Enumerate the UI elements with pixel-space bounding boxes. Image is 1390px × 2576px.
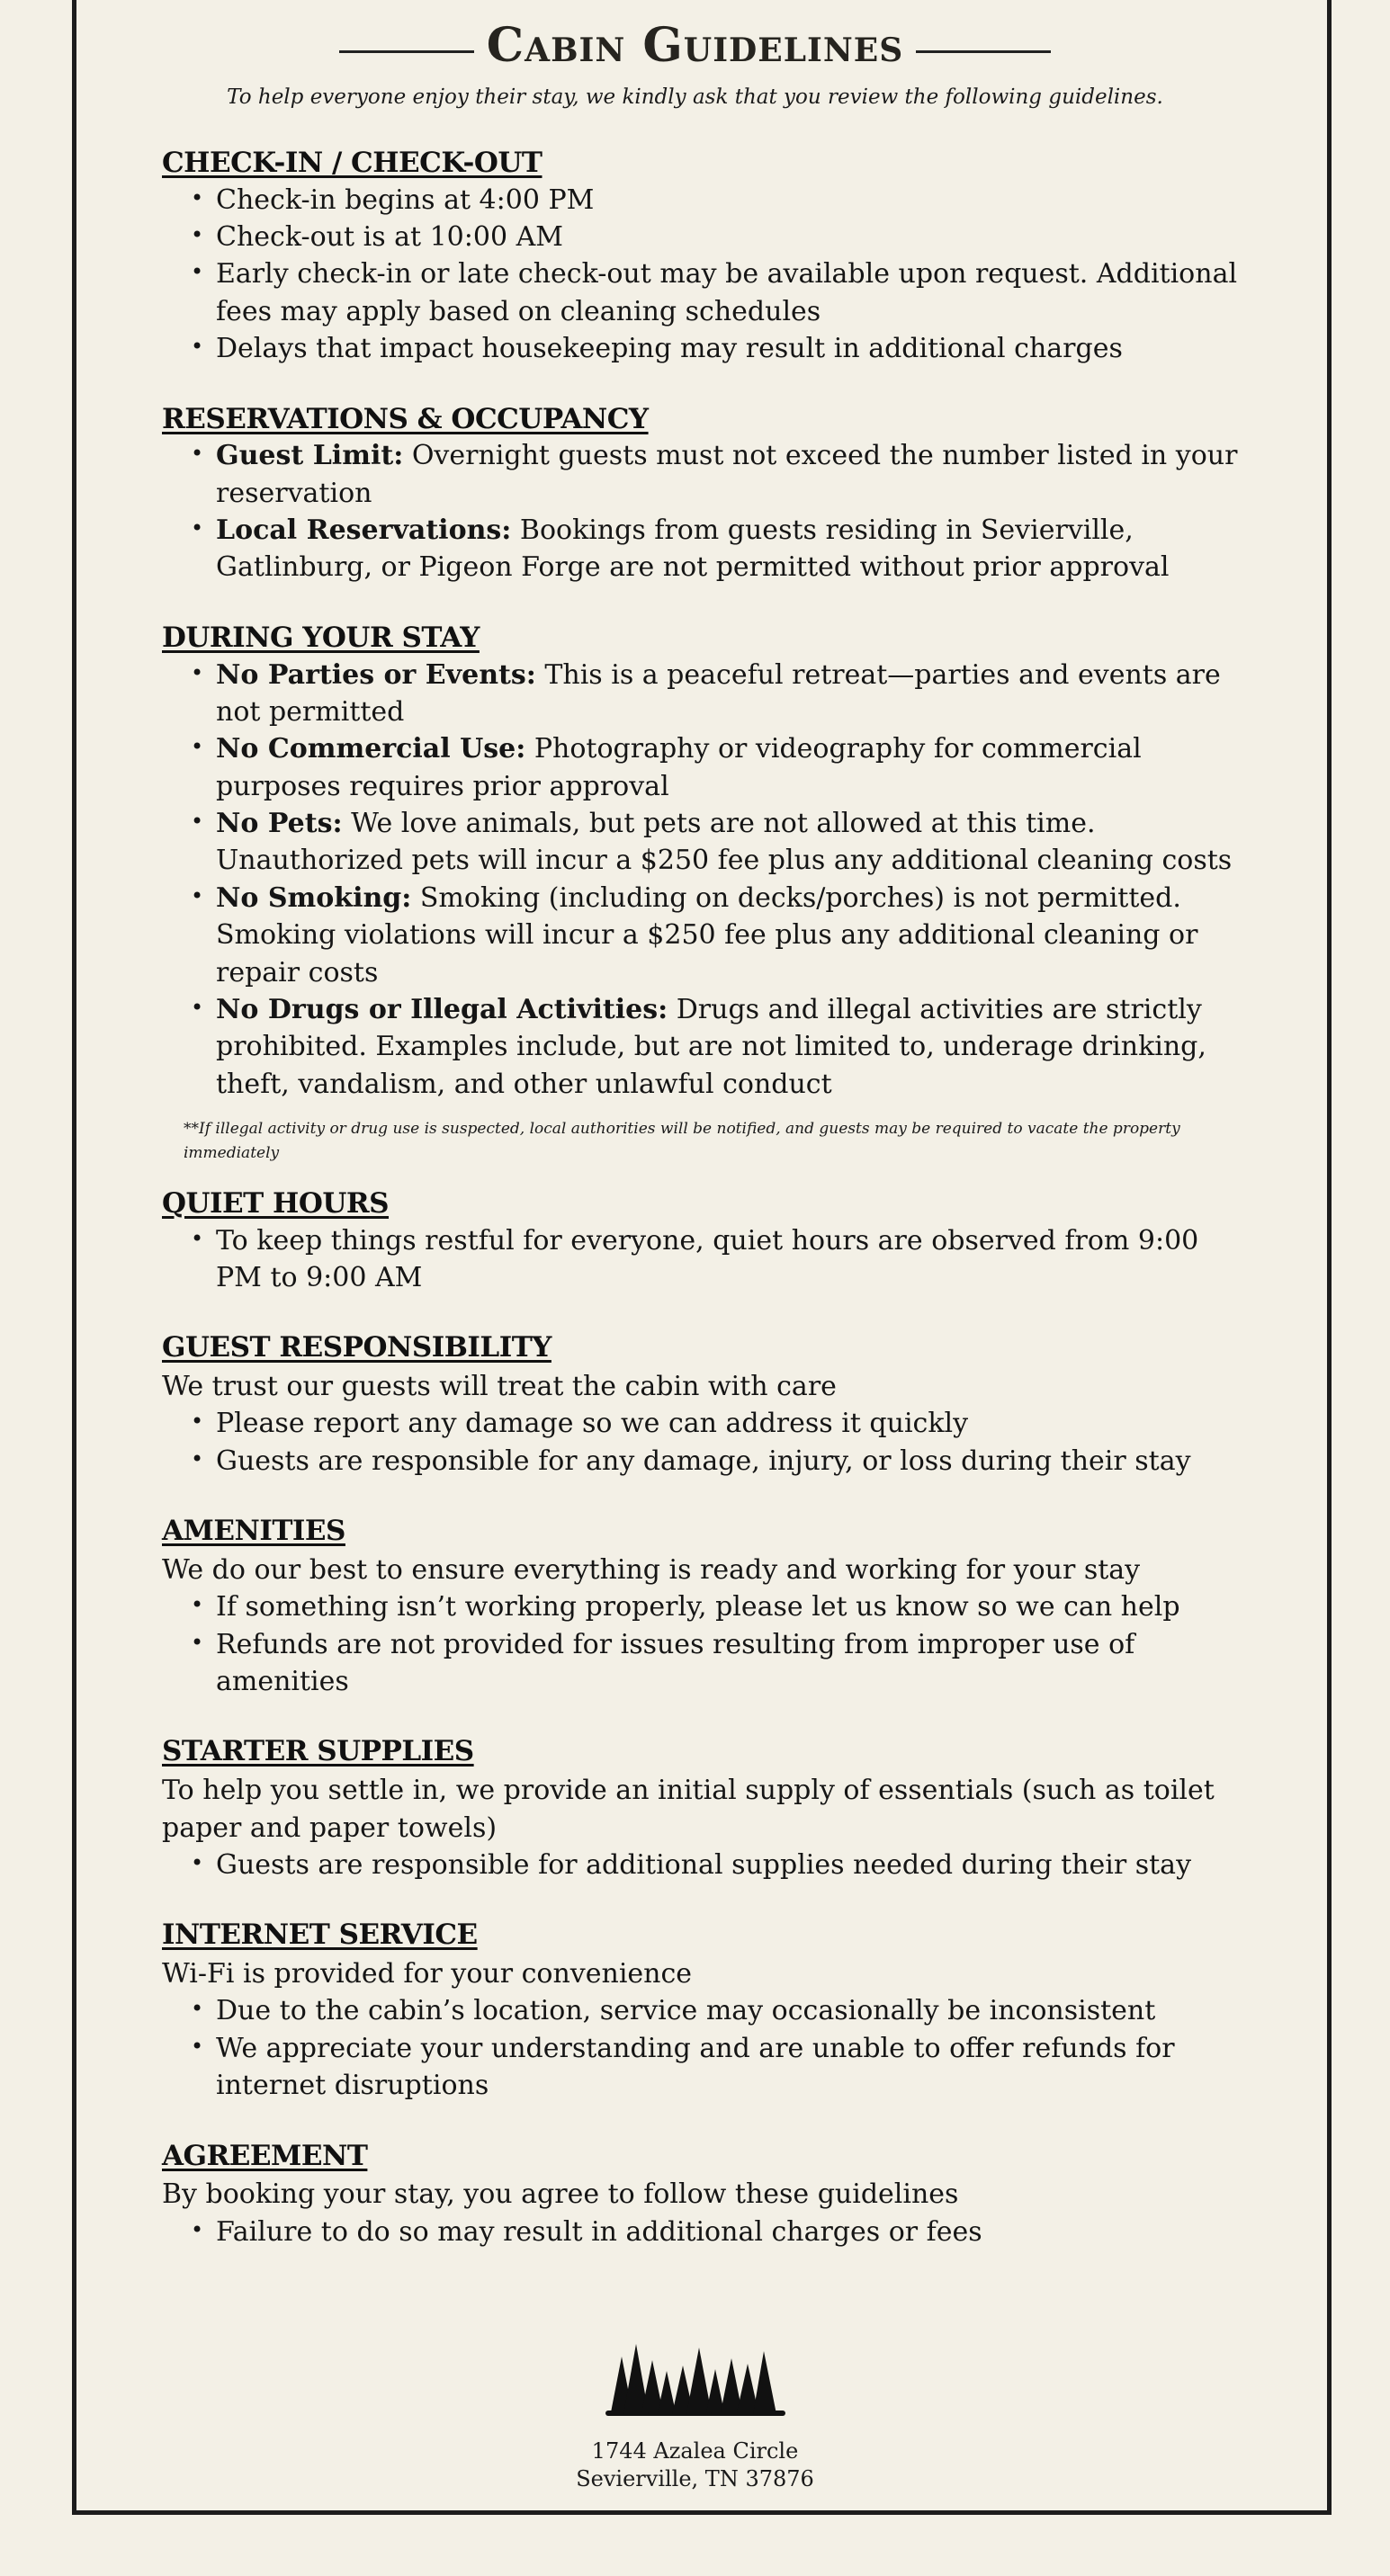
rule-label: No Drugs or Illegal Activities: bbox=[216, 994, 668, 1026]
bullet-list bbox=[162, 1588, 1242, 1700]
section-reservations bbox=[162, 402, 1242, 586]
rule-text: Smoking (including on decks/porches) is not permitted. Smoking violations will incur a $250 fee plus any additional cleaning or repair costs bbox=[216, 881, 1198, 988]
section-intro: We trust our guests will treat the cabin with care bbox=[162, 1371, 837, 1403]
list-item bbox=[216, 437, 1242, 512]
section-title: AMENITIES bbox=[162, 1515, 345, 1548]
rule-text: Drugs and illegal activities are strictly prohibited. Examples include, but are not limited to, underage drinking, theft, vandalism, and other unlawful conduct bbox=[216, 994, 1206, 1100]
bullet-list bbox=[162, 182, 1242, 368]
list-item: • Guests are responsible for additional supplies needed during their stay bbox=[216, 1847, 1242, 1883]
list-item: • Failure to do so may result in additional charges or fees bbox=[216, 2214, 1242, 2250]
list-item bbox=[216, 991, 1242, 1103]
guidelines-content bbox=[162, 146, 1242, 2285]
rule-label: No Smoking: bbox=[216, 881, 412, 914]
list-item bbox=[216, 730, 1242, 805]
section-amenities bbox=[162, 1514, 1242, 1700]
header bbox=[0, 20, 1390, 109]
section-title: QUIET HOURS bbox=[162, 1186, 390, 1220]
list-item bbox=[216, 512, 1242, 586]
rule-text: Bookings from guests residing in Sevierville, Gatlinburg, or Pigeon Forge are not permitted without prior approval bbox=[216, 514, 1170, 584]
rule-text: This is a peaceful retreat—parties and events are not permitted bbox=[216, 658, 1221, 728]
page-title: Cabin Guidelines bbox=[486, 18, 904, 73]
section-intro: We do our best to ensure everything is ready and working for your stay bbox=[162, 1553, 1141, 1586]
list-item: • Please report any damage so we can address it quickly bbox=[216, 1405, 1242, 1442]
bullet-list bbox=[162, 1847, 1242, 1883]
section-title: RESERVATIONS & OCCUPANCY bbox=[162, 402, 649, 435]
list-item: • Delays that impact housekeeping may result in additional charges bbox=[216, 330, 1242, 367]
list-item: • Due to the cabin’s location, service may occasionally be inconsistent bbox=[216, 1992, 1242, 2029]
section-title: CHECK-IN / CHECK-OUT bbox=[162, 147, 543, 179]
address-line-2: Sevierville, TN 37876 bbox=[576, 2466, 814, 2492]
section-intro: Wi-Fi is provided for your convenience bbox=[162, 1957, 693, 1990]
rule-label: Guest Limit: bbox=[216, 440, 404, 472]
rule-text: Overnight guests must not exceed the number listed in your reservation bbox=[216, 440, 1238, 509]
list-item: • Check-out is at 10:00 AM bbox=[216, 219, 1242, 255]
section-title: STARTER SUPPLIES bbox=[162, 1735, 474, 1768]
rule-label: No Parties or Events: bbox=[216, 658, 536, 691]
bullet-list bbox=[162, 657, 1242, 1104]
section-title: GUEST RESPONSIBILITY bbox=[162, 1331, 552, 1364]
rule-text: We love animals, but pets are not allowed at this time. Unauthorized pets will incur a $250 fee plus any additional cleaning costs bbox=[216, 808, 1233, 877]
rule-label: Local Reservations: bbox=[216, 514, 512, 547]
bullet-list bbox=[162, 437, 1242, 586]
list-item: • Refunds are not provided for issues resulting from improper use of amenities bbox=[216, 1626, 1242, 1701]
pine-trees-icon bbox=[605, 2339, 785, 2425]
section-checkin bbox=[162, 146, 1242, 368]
illegal-activity-note: **If illegal activity or drug use is suspected, local authorities will be notified, and guests may be required to vacate the property immediately bbox=[184, 1120, 1180, 1162]
title-rule-left bbox=[339, 50, 474, 53]
page-subtitle: To help everyone enjoy their stay, we kindly ask that you review the following guidelines. bbox=[227, 85, 1163, 110]
list-item bbox=[216, 805, 1242, 880]
section-intro: By booking your stay, you agree to follow these guidelines bbox=[162, 2178, 959, 2211]
rule-label: No Commercial Use: bbox=[216, 733, 526, 765]
section-agreement bbox=[162, 2139, 1242, 2250]
section-title: AGREEMENT bbox=[162, 2139, 368, 2172]
title-rule-right bbox=[916, 50, 1051, 53]
footer bbox=[0, 2339, 1390, 2493]
list-item bbox=[216, 880, 1242, 991]
list-item: • Early check-in or late check-out may be available upon request. Additional fees may apply based on cleaning schedules bbox=[216, 255, 1242, 330]
rule-label: No Pets: bbox=[216, 808, 343, 840]
list-item: • We appreciate your understanding and are unable to offer refunds for internet disruptions bbox=[216, 2030, 1242, 2105]
section-internet-service bbox=[162, 1918, 1242, 2104]
list-item bbox=[216, 657, 1242, 731]
section-title: INTERNET SERVICE bbox=[162, 1919, 478, 1952]
section-guest-responsibility bbox=[162, 1330, 1242, 1480]
bullet-list bbox=[162, 1222, 1242, 1297]
section-starter-supplies bbox=[162, 1734, 1242, 1883]
bullet-list bbox=[162, 1405, 1242, 1480]
section-title: DURING YOUR STAY bbox=[162, 621, 480, 654]
rule-text: Photography or videography for commercial purposes requires prior approval bbox=[216, 733, 1142, 802]
title-row bbox=[0, 20, 1390, 71]
section-intro: To help you settle in, we provide an initial supply of essentials (such as toilet paper and paper towels) bbox=[162, 1775, 1215, 1844]
list-item: • Check-in begins at 4:00 PM bbox=[216, 182, 1242, 219]
bullet-list bbox=[162, 2214, 1242, 2250]
list-item: • To keep things restful for everyone, quiet hours are observed from 9:00 PM to 9:00 AM bbox=[216, 1222, 1242, 1297]
list-item: • Guests are responsible for any damage, injury, or loss during their stay bbox=[216, 1443, 1242, 1480]
section-during-stay bbox=[162, 621, 1242, 1165]
address-line-1: 1744 Azalea Circle bbox=[591, 2438, 799, 2464]
bullet-list bbox=[162, 1992, 1242, 2104]
list-item: • If something isn’t working properly, please let us know so we can help bbox=[216, 1588, 1242, 1625]
section-quiet-hours bbox=[162, 1186, 1242, 1296]
